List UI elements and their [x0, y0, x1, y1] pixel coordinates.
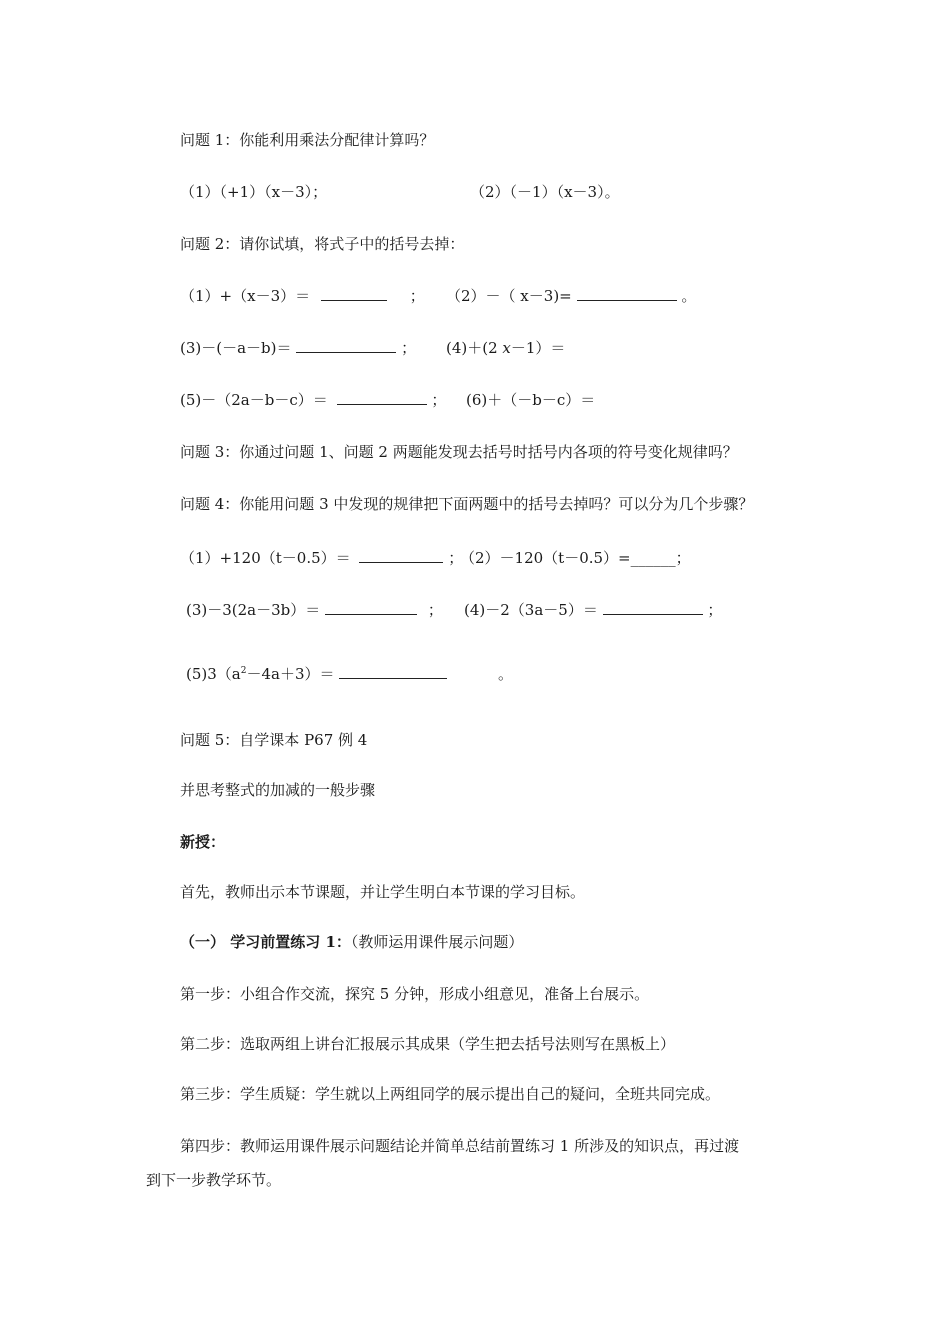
section-intro: 首先，教师出示本节课题，并让学生明白本节课的学习目标。: [180, 883, 586, 901]
answer-blank: [321, 286, 387, 301]
question-4-item-5-end: 。: [498, 665, 514, 683]
question-2-item-5-end: ；: [431, 391, 447, 409]
question-3-title: 问题 3：你通过问题 1、问题 2 两题能发现去括号时括号内各项的符号变化规律吗？: [180, 443, 738, 461]
question-4-item-4-text: (4)－2（3a－5）＝: [464, 601, 598, 619]
question-4-item-4: [464, 600, 722, 620]
exercise-heading: [180, 932, 523, 952]
question-2-item-4-text-a: (4)＋(2: [446, 339, 503, 357]
question-4-item-3-end: ；: [427, 601, 443, 619]
question-2-item-1-text: （1）+（x－3）＝: [180, 287, 311, 305]
step-2: 第二步：选取两组上讲台汇报展示其成果（学生把去括号法则写在黑板上）: [180, 1035, 676, 1053]
question-4-item-5-text-b: －4a＋3）＝: [246, 665, 335, 683]
answer-blank: [325, 600, 417, 615]
question-4-title: 问题 4：你能用问题 3 中发现的规律把下面两题中的括号去掉吗？可以分为几个步骤？: [180, 495, 754, 513]
question-4-item-5: [186, 664, 447, 684]
question-4-item-2: [460, 548, 691, 568]
exercise-label: （一） 学习前置练习 1：: [180, 933, 351, 951]
section-heading: 新授：: [180, 833, 226, 851]
question-2-item-4-text-b: －1）＝: [510, 339, 566, 357]
answer-blank: [296, 338, 396, 353]
answer-blank: [603, 600, 703, 615]
question-2-item-6: (6)＋（－b－c）＝: [466, 391, 596, 409]
question-2-title: 问题 2：请你试填，将式子中的括号去掉：: [180, 235, 465, 253]
step-4-line-2: 到下一步教学环节。: [146, 1171, 282, 1189]
answer-blank: [577, 286, 677, 301]
question-5-subtitle: 并思考整式的加减的一般步骤: [180, 781, 376, 799]
question-4-item-4-end: ；: [707, 601, 723, 619]
question-2-item-2-text: （2）－（ x－3)=: [446, 287, 572, 305]
question-4-item-1: [180, 548, 463, 568]
question-4-item-1-end: ；: [448, 549, 464, 567]
exercise-note: （教师运用课件展示问题）: [350, 933, 524, 951]
question-2-item-5-text: (5)－（2a－b－c）＝: [180, 391, 328, 409]
question-4-item-5-text-a: (5)3（a: [186, 665, 241, 683]
question-5-title: 问题 5：自学课本 P67 例 4: [180, 731, 368, 749]
step-1: 第一步：小组合作交流，探究 5 分钟，形成小组意见，准备上台展示。: [180, 985, 650, 1003]
question-2-item-4-variable: x: [502, 339, 511, 357]
step-4-line-1: 第四步：教师运用课件展示问题结论并简单总结前置练习 1 所涉及的知识点，再过渡: [180, 1137, 740, 1155]
question-2-item-2: [446, 286, 696, 306]
question-2-item-2-end: 。: [681, 287, 697, 305]
question-2-item-1-end: ；: [409, 287, 425, 305]
question-2-item-1: [180, 286, 425, 306]
question-1-item-2: （2）（－1）（x－3）。: [470, 183, 620, 201]
answer-blank: [339, 664, 447, 679]
superscript: 2: [240, 666, 247, 676]
question-4-item-2-blank: ______: [630, 549, 676, 567]
answer-blank: [359, 548, 443, 563]
question-2-item-5: [180, 390, 446, 410]
question-2-item-4: [446, 338, 565, 358]
answer-blank: [337, 390, 427, 405]
question-4-item-3-text: (3)－3(2a－3b）＝: [186, 601, 321, 619]
question-2-item-3-end: ；: [401, 339, 417, 357]
question-4-item-3: [186, 600, 443, 620]
question-1-item-1: （1）（+1）（x－3）；: [180, 183, 328, 201]
question-4-item-2-text: （2）－120（t－0.5）=: [460, 549, 631, 567]
question-2-item-3-text: (3)－(－a－b)＝: [180, 339, 292, 357]
question-1-title: 问题 1：你能利用乘法分配律计算吗？: [180, 131, 435, 149]
step-3: 第三步：学生质疑：学生就以上两组同学的展示提出自己的疑问，全班共同完成。: [180, 1085, 721, 1103]
question-4-item-1-text: （1）+120（t－0.5）＝: [180, 549, 351, 567]
question-2-item-3: [180, 338, 416, 358]
question-4-item-2-end: ；: [675, 549, 691, 567]
